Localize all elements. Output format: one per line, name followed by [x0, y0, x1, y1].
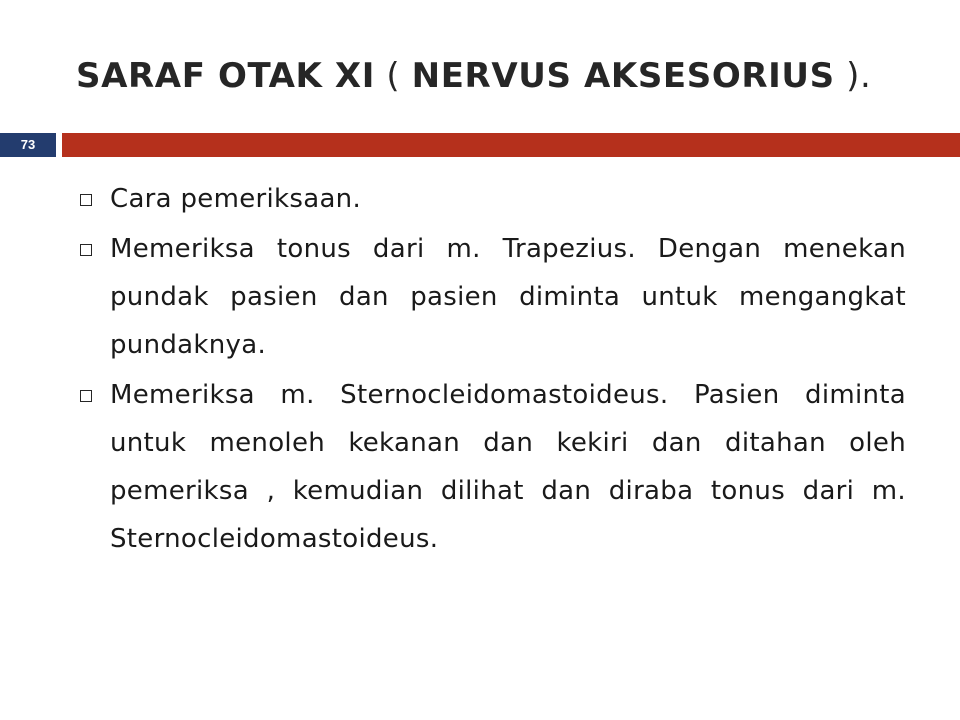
square-bullet-icon	[80, 390, 92, 402]
list-item	[76, 175, 906, 223]
page-number-badge: 73	[0, 133, 56, 157]
square-bullet-icon	[80, 194, 92, 206]
list-item-text: Memeriksa tonus dari m. Trapezius. Dengan menekan pundak pasien dan pasien diminta untuk mengangkat pundaknya.	[110, 234, 906, 360]
title-paren-close: ).	[834, 56, 872, 96]
list-item	[76, 225, 906, 369]
list-item	[76, 371, 906, 563]
title-part-nerve: NERVUS AKSESORIUS	[411, 56, 835, 96]
bullet-list	[76, 175, 906, 565]
square-bullet-icon	[80, 244, 92, 256]
list-item-text: Memeriksa m. Sternocleidomastoideus. Pasien diminta untuk menoleh kekanan dan kekiri dan ditahan oleh pemeriksa , kemudian dilihat dan diraba tonus dari m. Sternocleidomastoideus.	[110, 380, 906, 554]
list-item-text: Cara pemeriksaan.	[110, 184, 362, 214]
accent-bar	[62, 133, 960, 157]
title-paren-open: (	[374, 56, 412, 96]
title-part-main: SARAF OTAK XI	[76, 56, 375, 96]
slide-title	[76, 48, 946, 104]
